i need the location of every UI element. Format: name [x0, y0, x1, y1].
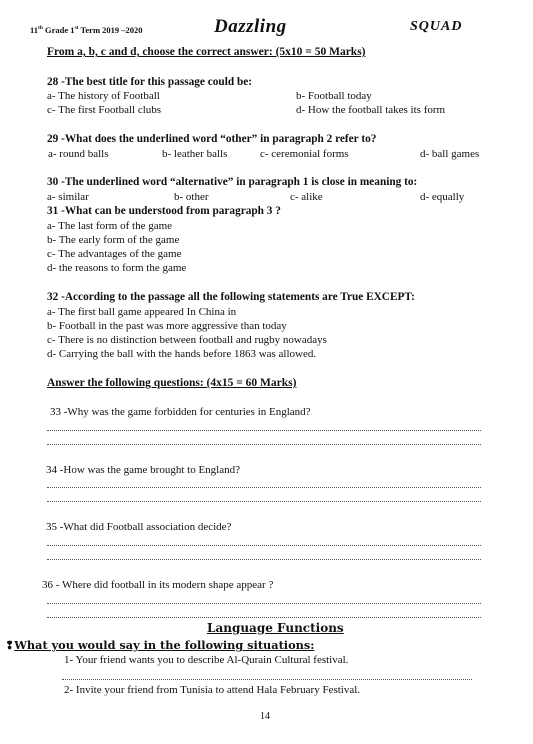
answer-line[interactable]: [47, 545, 481, 546]
answer-line[interactable]: [47, 444, 481, 445]
answer-line[interactable]: [47, 617, 481, 618]
answer-line[interactable]: [47, 487, 481, 488]
language-functions-title: Language Functions: [207, 621, 344, 635]
answer-line[interactable]: [47, 603, 481, 604]
question-29: 29 -What does the underlined word “other” in paragraph 2 refer to?: [47, 133, 377, 145]
option-32c: c- There is no distinction between football and rugby nowadays: [47, 334, 327, 346]
question-33: 33 -Why was the game forbidden for centuries in England?: [50, 406, 311, 418]
option-30c: c- alike: [290, 191, 323, 203]
option-32b: b- Football in the past was more aggressive than today: [47, 320, 287, 332]
question-30: 30 -The underlined word “alternative” in paragraph 1 is close in meaning to:: [47, 176, 418, 188]
option-32d: d- Carrying the ball with the hands before 1863 was allowed.: [47, 348, 317, 360]
language-functions-heading: [5, 636, 314, 654]
option-28b: b- Football today: [296, 90, 372, 102]
section-b-title: Answer the following questions: (4x15 = 60 Marks): [47, 377, 297, 389]
situation-2: 2- Invite your friend from Tunisia to attend Hala February Festival.: [64, 684, 361, 696]
grade-suffix: th: [38, 25, 43, 32]
option-28c: c- The first Football clubs: [47, 104, 162, 116]
answer-line[interactable]: [47, 501, 481, 502]
option-32a: a- The first ball game appeared In China in: [47, 306, 237, 318]
dazzling-logo: Dazzling: [214, 16, 287, 37]
grade-number: 11: [30, 25, 39, 35]
option-31d: d- the reasons to form the game: [47, 262, 187, 274]
question-31: 31 -What can be understood from paragraph 3 ?: [47, 205, 281, 217]
situation-1: 1- Your friend wants you to describe Al-Qurain Cultural festival.: [64, 654, 349, 666]
question-35: 35 -What did Football association decide?: [46, 521, 232, 533]
option-28a: a- The history of Football: [47, 90, 160, 102]
option-30a: a- similar: [47, 191, 89, 203]
grade-label: Grade 1: [42, 25, 75, 35]
option-29d: d- ball games: [420, 148, 480, 160]
situations-subtitle: What you would say in the following situations:: [14, 638, 315, 652]
term-year: Term 2019 –2020: [78, 25, 143, 35]
option-29a: a- round balls: [48, 148, 109, 160]
answer-line[interactable]: [47, 559, 481, 560]
option-28d: d- How the football takes its form: [296, 104, 446, 116]
answer-line[interactable]: [62, 679, 472, 680]
option-31b: b- The early form of the game: [47, 234, 180, 246]
section-a-title: From a, b, c and d, choose the correct answer: (5x10 = 50 Marks): [47, 46, 366, 58]
page-number: 14: [260, 711, 270, 722]
term-suffix: st: [74, 25, 79, 32]
option-30d: d- equally: [420, 191, 465, 203]
option-31c: c- The advantages of the game: [47, 248, 182, 260]
question-36: 36 - Where did football in its modern shape appear ?: [42, 579, 274, 591]
bullet-icon: ❢: [5, 640, 15, 652]
question-28: 28 -The best title for this passage could be:: [47, 76, 253, 88]
squad-logo: SQUAD: [410, 19, 463, 34]
question-32: 32 -According to the passage all the following statements are True EXCEPT:: [47, 291, 415, 303]
grade-term-header: [30, 25, 143, 35]
option-30b: b- other: [174, 191, 209, 203]
question-34: 34 -How was the game brought to England?: [46, 464, 240, 476]
option-31a: a- The last form of the game: [47, 220, 173, 232]
answer-line[interactable]: [47, 430, 481, 431]
option-29c: c- ceremonial forms: [260, 148, 349, 160]
option-29b: b- leather balls: [162, 148, 228, 160]
